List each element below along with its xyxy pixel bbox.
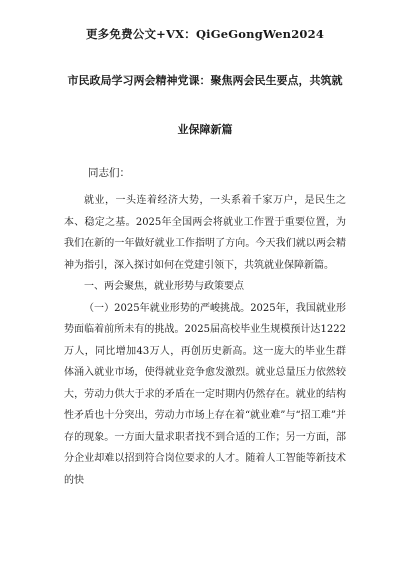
paragraph-section-1-1: （一）2025年就业形势的严峻挑战。2025年，我国就业形势面临着前所未有的挑战。2025届高校毕业生规模预计达1222万人，同比增加43万人，再创历史新高。这一庞大的毕业生群体涌入就业市场，使得就业竞争愈发激烈。就业总量压力依然较大，劳动力供大于求的矛盾在一定时期内仍然存在。就业的结构性矛盾也十分突出，劳动力市场上存在着“就业难”与“招工难”并存的现象。一方面大量求职者找不到合适的工作；另一方面，部分企业却难以招到符合岗位要求的人才。随着人工智能等新技术的快 bbox=[64, 302, 346, 486]
document-title-line-1: 市民政局学习两会精神党课：聚焦两会民生要点，共筑就 bbox=[67, 74, 343, 87]
paragraph-intro: 就业，一头连着经济大势，一头系着千家万户，是民生之本、稳定之基。2025年全国两会将就业工作置于重要位置，为我们在新的一年做好就业工作指明了方向。今天我们就以两会精神为指引，深入探讨如何在党建引领下，共筑就业保障新篇。 bbox=[64, 195, 346, 271]
document-title-line-2: 业保障新篇 bbox=[177, 123, 233, 136]
page-header: 更多免费公文+VX：QiGeGongWen2024 bbox=[85, 27, 325, 41]
section-heading-1: 一、两会聚焦，就业形势与政策要点 bbox=[84, 281, 244, 292]
greeting: 同志们： bbox=[88, 167, 130, 179]
document-body bbox=[64, 190, 346, 491]
